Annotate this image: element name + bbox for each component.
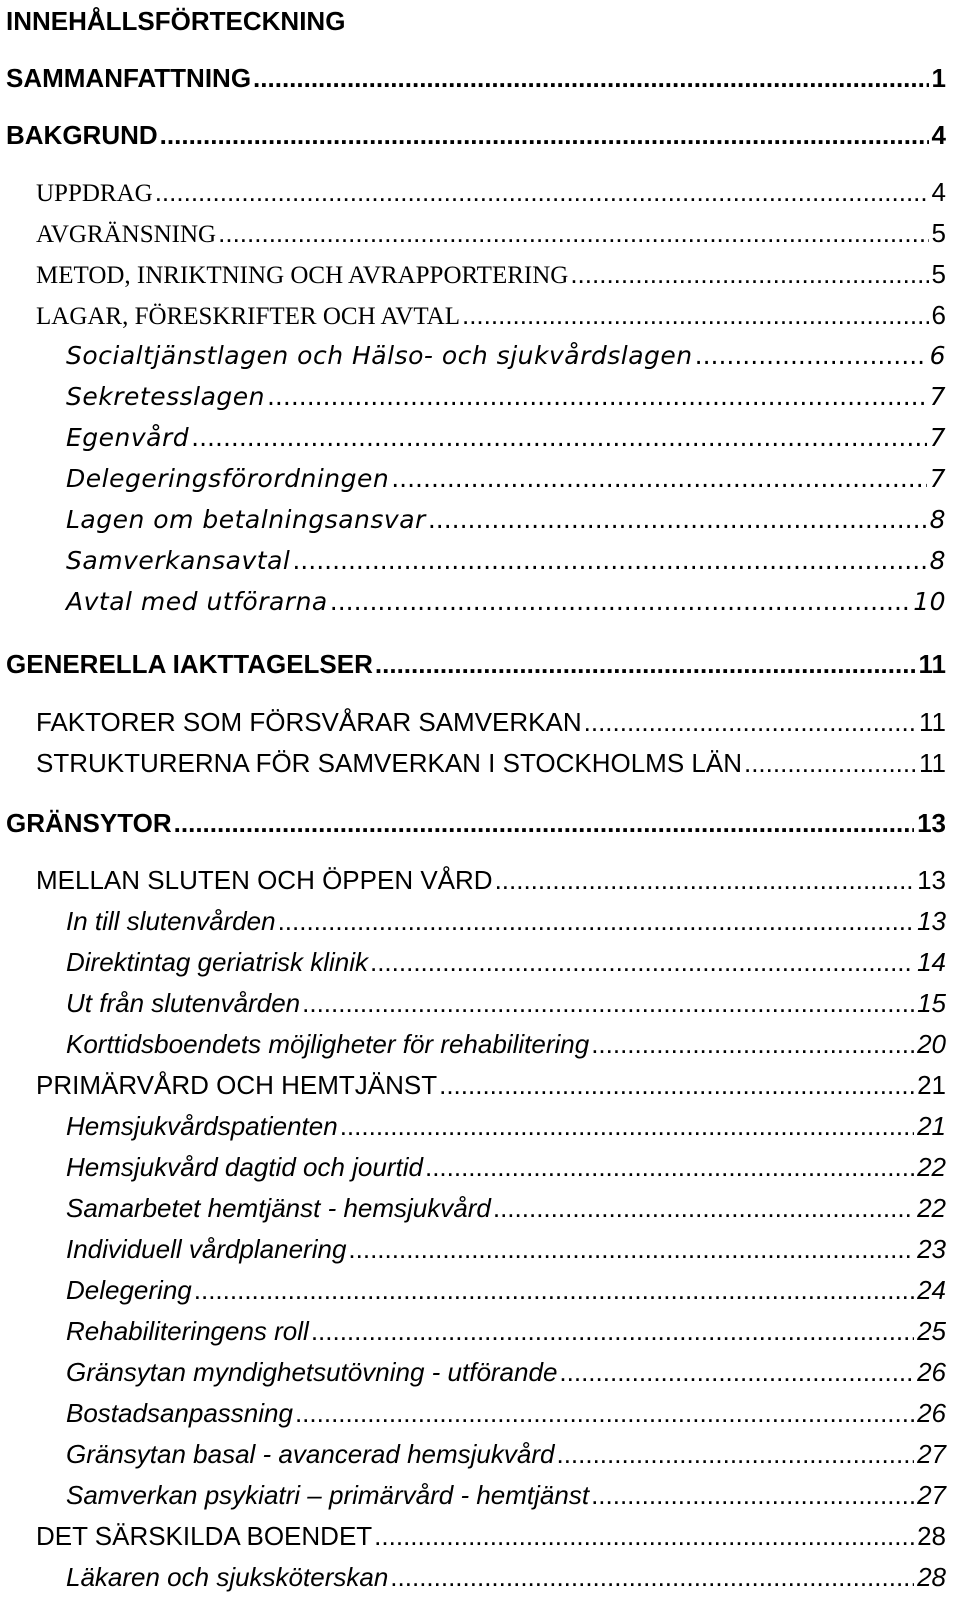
toc-title: INNEHÅLLSFÖRTECKNING [6,6,346,36]
toc-entry-label: Rehabiliteringens roll [66,1316,309,1346]
toc-entry-gransytan-basal-avancerad[interactable] [66,1437,946,1471]
toc-entry-egenvard[interactable] [66,421,946,455]
toc-entry-faktorer[interactable] [36,705,946,739]
toc-page-number: 27 [917,1480,946,1510]
toc-page-number: 21 [917,1111,946,1141]
toc-entry-label: DET SÄRSKILDA BOENDET [36,1521,373,1551]
toc-entry-label: AVGRÄNSNING [36,221,217,248]
toc-entry-delegering[interactable] [66,1273,946,1307]
toc-page-number: 8 [929,505,946,534]
toc-leader-dots [218,216,928,250]
toc-page-number: 1 [931,63,946,93]
toc-entry-label: Samverkan psykiatri – primärvård - hemtjänst [66,1480,590,1510]
toc-entry-label: MELLAN SLUTEN OCH ÖPPEN VÅRD [36,865,493,895]
toc-entry-label: LAGAR, FÖRESKRIFTER OCH AVTAL [36,303,460,330]
toc-entry-label: Egenvård [66,423,190,452]
toc-page-number: 10 [913,587,946,616]
toc-entry-betalningsansvar[interactable] [66,503,946,537]
toc-leader-dots [390,1560,914,1594]
toc-leader-dots [295,1396,914,1430]
toc-entry-label: Hemsjukvård dagtid och jourtid [66,1152,423,1182]
toc-page-number: 4 [931,120,946,150]
toc-entry-avgransning[interactable] [36,216,946,250]
toc-page-number: 6 [931,300,946,330]
toc-leader-dots [155,175,929,209]
toc-entry-label: Delegeringsförordningen [66,464,390,493]
toc-entry-label: Sekretesslagen [66,382,265,411]
toc-page-number: 4 [931,177,946,207]
toc-page-number: 5 [931,218,946,248]
toc-entry-label: FAKTORER SOM FÖRSVÅRAR SAMVERKAN [36,707,582,737]
toc-page-number: 7 [929,423,946,452]
toc-entry-mellan-sluten-oppen[interactable] [36,863,946,897]
toc-entry-label: PRIMÄRVÅRD OCH HEMTJÄNST [36,1070,438,1100]
toc-entry-label: GENERELLA IAKTTAGELSER [6,649,373,679]
toc-entry-bostadsanpassning[interactable] [66,1396,946,1430]
toc-leader-dots [584,705,916,739]
toc-entry-label: Samarbetet hemtjänst - hemsjukvård [66,1193,491,1223]
toc-leader-dots [160,118,929,152]
toc-page-number: 20 [917,1029,946,1059]
toc-entry-uppdrag[interactable] [36,175,946,209]
toc-leader-dots [495,863,915,897]
toc-leader-dots [174,806,914,840]
toc-entry-bakgrund[interactable] [6,118,946,152]
toc-leader-dots [493,1191,914,1225]
toc-entry-primarvard-hemtjanst[interactable] [36,1068,946,1102]
toc-entry-label: Delegering [66,1275,192,1305]
toc-page-number: 11 [919,748,946,778]
toc-page-number: 6 [929,341,946,370]
toc-entry-metod[interactable] [36,257,946,291]
toc-leader-dots [556,1437,914,1471]
toc-page-number: 28 [917,1521,946,1551]
toc-entry-label: Ut från slutenvården [66,988,301,1018]
toc-leader-dots [278,904,915,938]
toc-leader-dots [425,1150,914,1184]
toc-entry-label: Bostadsanpassning [66,1398,293,1428]
toc-page-number: 11 [918,649,946,679]
toc-entry-label: Gränsytan myndighetsutövning - utförande [66,1357,558,1387]
toc-entry-strukturerna[interactable] [36,746,946,780]
toc-leader-dots [695,339,927,373]
toc-entry-label: STRUKTURERNA FÖR SAMVERKAN I STOCKHOLMS LÄN [36,748,742,778]
toc-page-number: 13 [917,808,946,838]
toc-entry-in-till-slutenvarden[interactable] [66,904,946,938]
toc-entry-korttidsboendets[interactable] [66,1027,946,1061]
toc-entry-lakaren-sjukskoterskan[interactable] [66,1560,946,1594]
toc-page-number: 22 [917,1152,946,1182]
toc-entry-direktintag[interactable] [66,945,946,979]
toc-entry-label: Läkaren och sjuksköterskan [66,1562,389,1592]
toc-leader-dots [330,585,910,619]
toc-entry-ut-fran-slutenvarden[interactable] [66,986,946,1020]
toc-page-number: 24 [917,1275,946,1305]
toc-entry-samarbetet[interactable] [66,1191,946,1225]
toc-entry-sammanfattning[interactable] [6,61,946,95]
toc-page-number: 26 [917,1398,946,1428]
toc-entry-label: UPPDRAG [36,180,153,207]
toc-entry-label: Individuell vårdplanering [66,1234,347,1264]
toc-leader-dots [428,503,927,537]
toc-entry-label: METOD, INRIKTNING OCH AVRAPPORTERING [36,262,569,289]
toc-leader-dots [302,986,914,1020]
toc-entry-lagar[interactable] [36,298,946,332]
toc-leader-dots [292,544,926,578]
toc-entry-generella-iakttagelser[interactable] [6,647,946,681]
toc-leader-dots [391,462,926,496]
toc-entry-label: SAMMANFATTNING [6,63,252,93]
toc-page-number: 21 [917,1070,946,1100]
toc-leader-dots [267,380,927,414]
toc-leader-dots [570,257,928,291]
toc-entry-sekretesslagen[interactable] [66,380,946,414]
toc-page-number: 7 [929,464,946,493]
toc-page-number: 13 [917,906,946,936]
toc-leader-dots [462,298,929,332]
toc-entry-label: Hemsjukvårdspatienten [66,1111,338,1141]
toc-leader-dots [744,746,916,780]
toc-page-number: 28 [917,1562,946,1592]
toc-entry-samverkansavtal[interactable] [66,544,946,578]
toc-entry-label: Direktintag geriatrisk klinik [66,947,368,977]
toc-leader-dots [348,1232,914,1266]
toc-page-number: 23 [917,1234,946,1264]
toc-entry-label: Lagen om betalningsansvar [66,505,426,534]
toc-entry-label: Gränsytan basal - avancerad hemsjukvård [66,1439,555,1469]
toc-leader-dots [253,61,928,95]
toc-leader-dots [439,1068,914,1102]
toc-entry-socialtjanstlagen[interactable] [66,339,946,373]
toc-leader-dots [194,1273,914,1307]
toc-leader-dots [591,1027,914,1061]
toc-entry-gransytan-myndighetsutovning[interactable] [66,1355,946,1389]
toc-entry-avtal-utforarna[interactable] [66,585,946,619]
toc-leader-dots [559,1355,914,1389]
toc-leader-dots [191,421,926,455]
toc-entry-label: In till slutenvården [66,906,276,936]
toc-leader-dots [591,1478,914,1512]
toc-leader-dots [311,1314,914,1348]
toc-entry-gransytor[interactable] [6,806,946,840]
toc-leader-dots [375,647,916,681]
toc-entry-rehabiliteringens-roll[interactable] [66,1314,946,1348]
toc-page-number: 27 [917,1439,946,1469]
toc-page-number: 14 [917,947,946,977]
toc-entry-hemsjukvardspatienten[interactable] [66,1109,946,1143]
toc-page-number: 5 [931,259,946,289]
toc-page-number: 7 [929,382,946,411]
toc-entry-label: Korttidsboendets möjligheter för rehabilitering [66,1029,590,1059]
toc-entry-label: Avtal med utförarna [66,587,328,616]
toc-leader-dots [340,1109,914,1143]
toc-leader-dots [374,1519,914,1553]
toc-entry-sarskilda-boendet[interactable] [36,1519,946,1553]
toc-entry-samverkan-psykiatri[interactable] [66,1478,946,1512]
toc-leader-dots [370,945,914,979]
toc-entry-hemsjukvard-dagtid[interactable] [66,1150,946,1184]
toc-entry-label: BAKGRUND [6,120,158,150]
toc-entry-individuell-vardplanering[interactable] [66,1232,946,1266]
toc-page-number: 25 [917,1316,946,1346]
toc-entry-label: Samverkansavtal [66,546,291,575]
toc-page-number: 22 [917,1193,946,1223]
toc-page-number: 8 [929,546,946,575]
toc-entry-label: Socialtjänstlagen och Hälso- och sjukvårdslagen [66,341,693,370]
toc-entry-label: GRÄNSYTOR [6,808,172,838]
toc-page-number: 11 [919,707,946,737]
toc-entry-delegeringsforordningen[interactable] [66,462,946,496]
toc-page-number: 15 [917,988,946,1018]
toc-page-number: 13 [917,865,946,895]
toc-page-number: 26 [917,1357,946,1387]
